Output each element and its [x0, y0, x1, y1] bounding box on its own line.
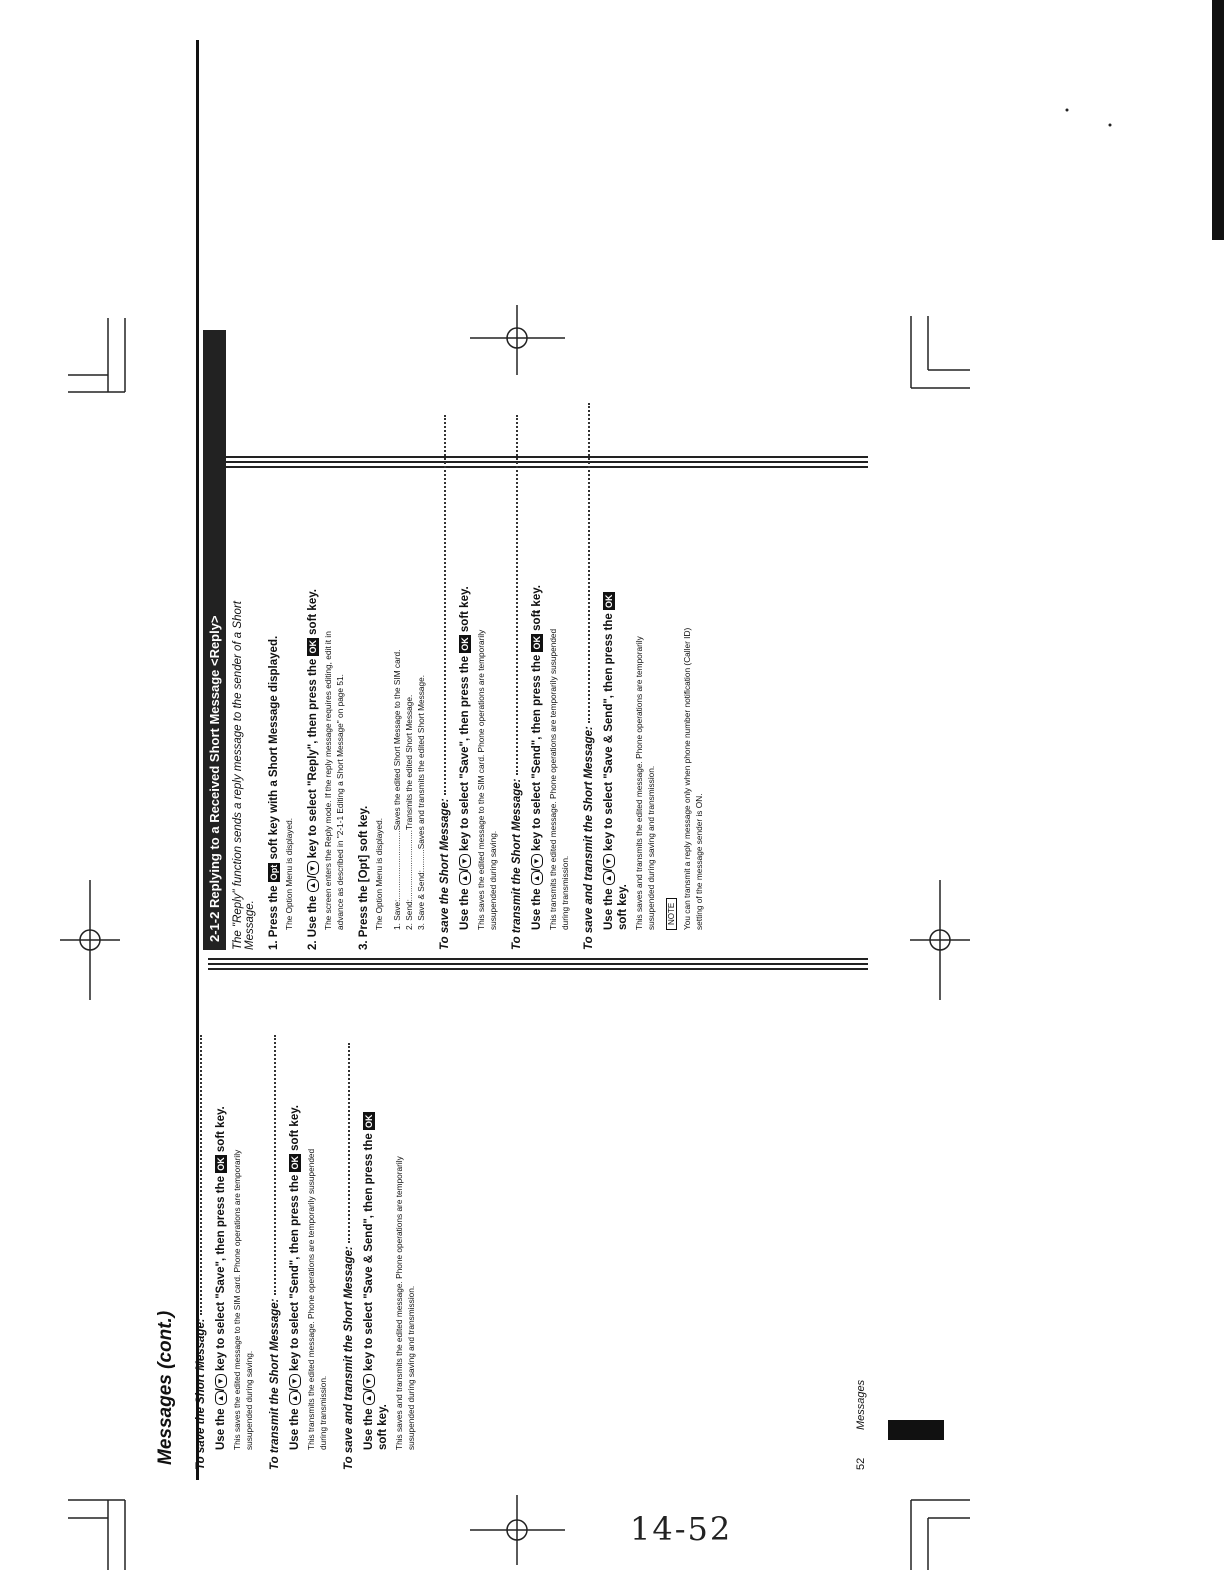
right-column [203, 330, 705, 950]
right-save-send-instruction-cont: soft key. [617, 884, 630, 930]
option-item-save: 1. Save:..............................Saves the edited Short Message to the SIM card. [392, 649, 403, 930]
note-text-line1: You can transmit a reply message only when phone number notification (Caller ID) [682, 627, 693, 930]
option-item-save-send: 3. Save & Send:.........Saves and transmits the edited Short Message. [416, 674, 427, 930]
down-key-icon: ▼ [603, 854, 615, 868]
up-key-icon: ▲ [215, 1391, 227, 1405]
right-save-heading: To save the Short Message: [439, 330, 451, 950]
right-save-note-line1: This saves the edited message to the SIM card. Phone operations are temporarily [476, 629, 487, 930]
transmit-note-line1: This transmits the edited message. Phone operations are temporarily susupended [306, 1148, 317, 1450]
up-key-icon: ▲ [363, 1391, 375, 1405]
right-transmit-heading: To transmit the Short Message: [511, 330, 523, 950]
right-transmit-note-line1: This transmits the edited message. Phone operations are temporarily susupended [548, 628, 559, 930]
up-key-icon: ▲ [307, 879, 319, 893]
right-save-note-line2: susupended during saving. [488, 830, 499, 930]
step-1: 1. Press the Opt soft key with a Short Message displayed. [268, 635, 281, 950]
edge-mark [1212, 0, 1224, 240]
page-title: Messages (cont.) [155, 1310, 176, 1465]
option-item-send: 2. Send:..............................Transmits the edited Short Message. [404, 694, 415, 930]
down-key-icon: ▼ [307, 861, 319, 875]
right-save-instruction: Use the ▲/▼ key to select "Save", then press the OK soft key. [459, 586, 472, 930]
save-instruction: Use the ▲/▼ key to select "Save", then press the OK soft key. [215, 1106, 228, 1450]
rotated-page-content [155, 40, 955, 1470]
step-1-note: The Option Menu is displayed. [284, 817, 295, 930]
note-label: NOTE [661, 330, 679, 930]
intro-text-cont: Message. [244, 900, 256, 950]
down-key-icon: ▼ [459, 854, 471, 868]
ok-key-icon: OK [308, 640, 319, 654]
save-send-instruction: Use the ▲/▼ key to select "Save & Send", then press the OK [363, 1114, 376, 1450]
ok-key-icon: OK [604, 594, 615, 608]
right-save-send-instruction: Use the ▲/▼ key to select "Save & Send", then press the OK [603, 594, 616, 930]
footer-section-label: Messages [855, 1379, 867, 1430]
up-key-icon: ▲ [289, 1391, 301, 1405]
down-key-icon: ▼ [531, 854, 543, 868]
save-send-note-line1: This saves and transmits the edited message. Phone operations are temporarily [394, 1156, 405, 1450]
save-note-line1: This saves the edited message to the SIM card. Phone operations are temporarily [232, 1149, 243, 1450]
intro-text: The "Reply" function sends a reply message to the sender of a Short [232, 601, 244, 950]
opt-key-icon: Opt [269, 864, 279, 881]
right-save-send-note-line1: This saves and transmits the edited message. Phone operations are temporarily [634, 636, 645, 930]
section-transmit-heading: To transmit the Short Message: [269, 990, 281, 1470]
page-code: 14-52 [630, 1510, 733, 1548]
up-key-icon: ▲ [603, 871, 615, 885]
section-save-heading: To save the Short Message: [195, 990, 207, 1470]
ok-key-icon: OK [290, 1156, 301, 1170]
down-key-icon: ▼ [215, 1374, 227, 1388]
right-transmit-note-line2: during transmission. [560, 855, 571, 930]
step-2-note-line2: advance as described in "2-1-1 Editing a Short Message" on page 51. [335, 674, 346, 930]
step-2-note-line1: The screen enters the Reply mode. If the reply message requires editing, edit it in [323, 631, 334, 930]
step-3-note: The Option Menu is displayed. [374, 817, 385, 930]
step-2: 2. Use the ▲/▼ key to select "Reply", then press the OK soft key. [307, 589, 320, 950]
page-number: 52 [855, 1457, 867, 1470]
right-save-send-note-line2: susupended during saving and transmission. [646, 765, 657, 930]
section-banner: 2-1-2 Replying to a Received Short Message <Reply> [203, 330, 226, 950]
right-save-send-heading: To save and transmit the Short Message: [583, 330, 595, 950]
save-send-note-line2: susupended during saving and transmission. [406, 1285, 417, 1450]
right-transmit-instruction: Use the ▲/▼ key to select "Send", then press the OK soft key. [531, 585, 544, 930]
down-key-icon: ▼ [363, 1374, 375, 1388]
up-key-icon: ▲ [531, 871, 543, 885]
ok-key-icon: OK [216, 1157, 226, 1171]
save-send-instruction-cont: soft key. [377, 1404, 390, 1450]
ok-key-icon: OK [460, 637, 471, 651]
step-3: 3. Press the [Opt] soft key. [358, 805, 371, 950]
section-save-send-heading: To save and transmit the Short Message: [343, 990, 355, 1470]
transmit-note-line2: during transmission. [318, 1375, 329, 1450]
left-column [195, 990, 417, 1470]
down-key-icon: ▼ [289, 1374, 301, 1388]
transmit-instruction: Use the ▲/▼ key to select "Send", then press the OK soft key. [289, 1105, 302, 1450]
ok-key-icon: OK [364, 1114, 375, 1128]
ok-key-icon: OK [532, 636, 543, 650]
note-text-line2: setting of the message sender is ON. [694, 793, 705, 930]
up-key-icon: ▲ [459, 871, 471, 885]
save-note-line2: susupended during saving. [244, 1350, 255, 1450]
